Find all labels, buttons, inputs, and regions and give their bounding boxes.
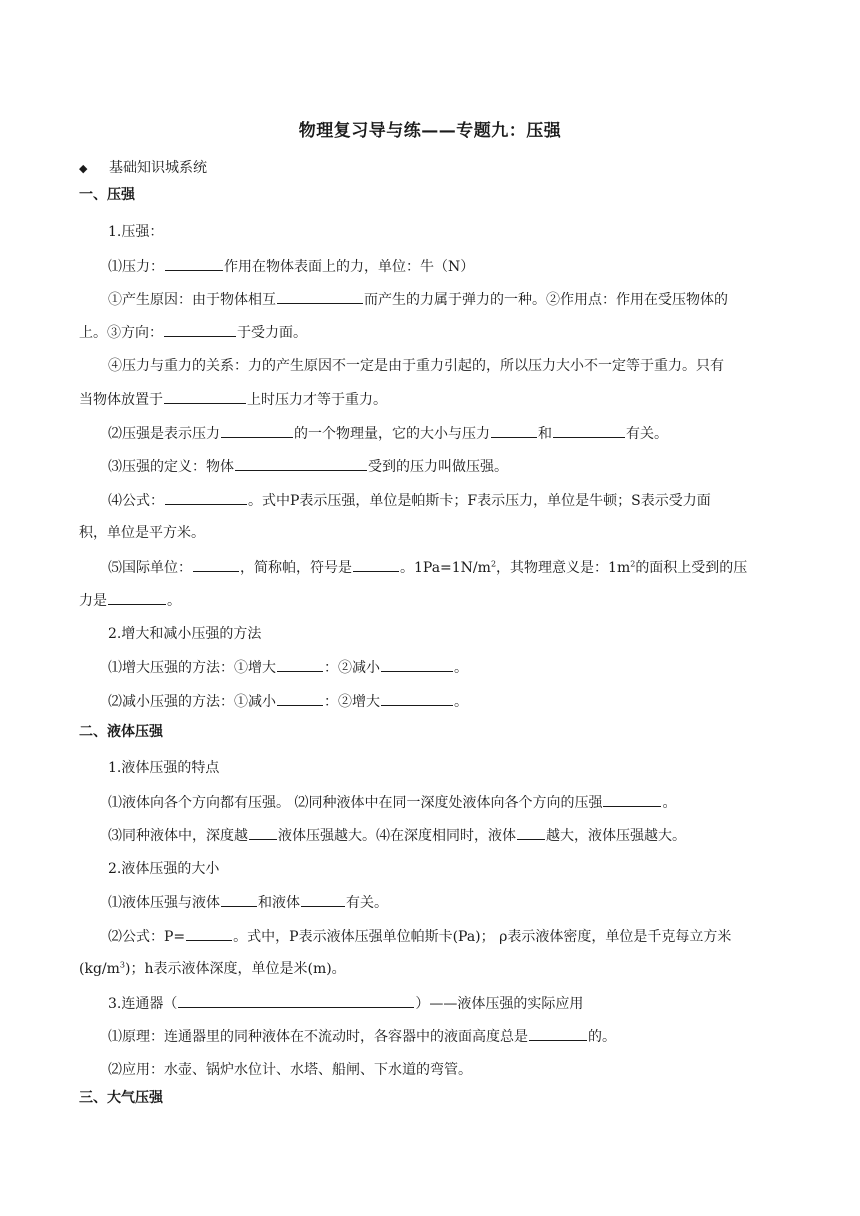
text: ⑵压强是表示压力 bbox=[108, 426, 220, 442]
fill-blank bbox=[353, 557, 399, 572]
item-communicating-vessel bbox=[108, 993, 583, 1014]
fill-blank bbox=[178, 993, 414, 1008]
text: 有关。 bbox=[626, 426, 668, 442]
text: ⑴压力： bbox=[108, 259, 164, 275]
text: ⑵减小压强的方法：①减小 bbox=[108, 694, 276, 710]
fill-blank bbox=[491, 423, 537, 438]
fill-blank bbox=[277, 289, 363, 304]
text: 。 bbox=[454, 694, 468, 710]
text: ⑶压强的定义：物体 bbox=[108, 459, 234, 475]
text: 有关。 bbox=[346, 895, 388, 911]
fill-blank bbox=[186, 926, 232, 941]
item-force-gravity-cont bbox=[79, 389, 387, 410]
text: 和液体 bbox=[258, 895, 300, 911]
text: ：②增大 bbox=[324, 694, 380, 710]
heading-liquid-pressure: 二、液体压强 bbox=[79, 724, 163, 740]
item-liquid-directions bbox=[108, 792, 676, 813]
text: 和 bbox=[538, 426, 552, 442]
text: ⑶同种液体中，深度越 bbox=[108, 828, 248, 844]
text: 。 bbox=[454, 660, 468, 676]
superscript: 2 bbox=[490, 559, 497, 569]
text: 。1Pa=1N/m bbox=[400, 560, 491, 576]
item-si-unit bbox=[108, 557, 747, 578]
fill-blank bbox=[529, 1026, 587, 1041]
item-pressure-definition bbox=[108, 456, 508, 477]
item-formula-cont: 积，单位是平方米。 bbox=[79, 525, 205, 541]
text: ，其物理意义是：1m bbox=[496, 560, 631, 576]
superscript: 2 bbox=[630, 559, 636, 569]
item-force-definition bbox=[108, 256, 474, 277]
diamond-bullet-icon: ◆ bbox=[79, 162, 88, 175]
item-liquid-features: 1.液体压强的特点 bbox=[108, 760, 220, 776]
item-liquid-depth bbox=[108, 825, 686, 846]
fill-blank bbox=[164, 322, 236, 337]
text: ⑵公式：P= bbox=[108, 929, 186, 945]
item-force-cause bbox=[108, 289, 728, 310]
text: ⑴液体向各个方向都有压强。 ⑵同种液体中在同一深度处液体向各个方向的压强 bbox=[108, 795, 603, 811]
item-liquid-formula bbox=[108, 926, 731, 947]
item-force-direction bbox=[79, 322, 307, 343]
text: 受到的压力叫做压强。 bbox=[368, 459, 508, 475]
text: ①产生原因：由于物体相互 bbox=[108, 292, 276, 308]
superscript: 3 bbox=[119, 960, 125, 970]
fill-blank bbox=[277, 657, 323, 672]
text: 的面积上受到的压 bbox=[635, 560, 748, 576]
section-subtitle bbox=[79, 158, 207, 179]
text: 于受力面。 bbox=[237, 325, 307, 341]
item-formula bbox=[108, 490, 711, 511]
fill-blank bbox=[517, 825, 545, 840]
document-title: 物理复习导与练——专题九：压强 bbox=[298, 121, 562, 141]
text: ）——液体压强的实际应用 bbox=[415, 996, 584, 1012]
text: 而产生的力属于弹力的一种。②作用点：作用在受压物体的 bbox=[364, 292, 728, 308]
text: (kg/m bbox=[79, 961, 120, 977]
fill-blank bbox=[277, 691, 323, 706]
item-decrease-pressure bbox=[108, 691, 468, 712]
heading-atmospheric-pressure: 三、大气压强 bbox=[79, 1090, 163, 1106]
text: 当物体放置于 bbox=[79, 392, 163, 408]
fill-blank bbox=[249, 825, 277, 840]
item-si-unit-cont bbox=[79, 590, 181, 611]
fill-blank bbox=[603, 792, 661, 807]
item-liquid-size: 2.液体压强的大小 bbox=[108, 861, 220, 877]
text: 力是 bbox=[79, 593, 107, 609]
fill-blank bbox=[164, 389, 246, 404]
text: 作用在物体表面上的力，单位：牛（N） bbox=[224, 259, 475, 275]
fill-blank bbox=[301, 892, 345, 907]
fill-blank bbox=[221, 892, 257, 907]
fill-blank bbox=[165, 256, 223, 271]
text: ⑴增大压强的方法：①增大 bbox=[108, 660, 276, 676]
fill-blank bbox=[165, 490, 247, 505]
item-pressure: 1.压强： bbox=[108, 224, 164, 240]
text: ⑴液体压强与液体 bbox=[108, 895, 220, 911]
text: 。 bbox=[662, 795, 677, 811]
text: 。式中，P表示液体压强单位帕斯卡(Pa)； ρ表示液体密度，单位是千克每立方米 bbox=[233, 929, 732, 945]
item-increase-pressure bbox=[108, 657, 468, 678]
text: ，简称帕，符号是 bbox=[240, 560, 352, 576]
text: )；h表示液体深度，单位是米(m)。 bbox=[125, 961, 346, 977]
text: 液体压强越大。⑷在深度相同时，液体 bbox=[278, 828, 516, 844]
text: 上。③方向： bbox=[79, 325, 163, 341]
item-pressure-meaning bbox=[108, 423, 668, 444]
text: ⑸国际单位： bbox=[108, 560, 192, 576]
item-liquid-formula-cont bbox=[79, 959, 346, 979]
fill-blank bbox=[553, 423, 625, 438]
item-vessel-applications: ⑵应用：水壶、锅炉水位计、水塔、船闸、下水道的弯管。 bbox=[108, 1062, 472, 1078]
item-liquid-factors bbox=[108, 892, 388, 913]
fill-blank bbox=[381, 657, 453, 672]
text: 上时压力才等于重力。 bbox=[247, 392, 387, 408]
fill-blank bbox=[235, 456, 367, 471]
fill-blank bbox=[221, 423, 293, 438]
text: ⑷公式： bbox=[108, 493, 164, 509]
text: 3.连通器（ bbox=[108, 996, 178, 1012]
fill-blank bbox=[108, 590, 166, 605]
heading-pressure: 一、压强 bbox=[79, 187, 135, 203]
fill-blank bbox=[381, 691, 453, 706]
text: 的一个物理量，它的大小与压力 bbox=[294, 426, 490, 442]
text: ⑴原理：连通器里的同种液体在不流动时，各容器中的液面高度总是 bbox=[108, 1029, 528, 1045]
text: ：②减小 bbox=[324, 660, 380, 676]
item-vessel-principle bbox=[108, 1026, 616, 1047]
text: 。式中P表示压强，单位是帕斯卡；F表示压力，单位是牛顿；S表示受力面 bbox=[248, 493, 711, 509]
item-force-gravity: ④压力与重力的关系：力的产生原因不一定是由于重力引起的，所以压力大小不一定等于重力。只有 bbox=[108, 358, 724, 374]
text: 。 bbox=[167, 593, 181, 609]
fill-blank bbox=[193, 557, 239, 572]
text: 的。 bbox=[588, 1029, 616, 1045]
text: 越大，液体压强越大。 bbox=[546, 828, 686, 844]
item-methods: 2.增大和减小压强的方法 bbox=[108, 626, 262, 642]
subtitle-text: 基础知识城系统 bbox=[109, 160, 207, 176]
